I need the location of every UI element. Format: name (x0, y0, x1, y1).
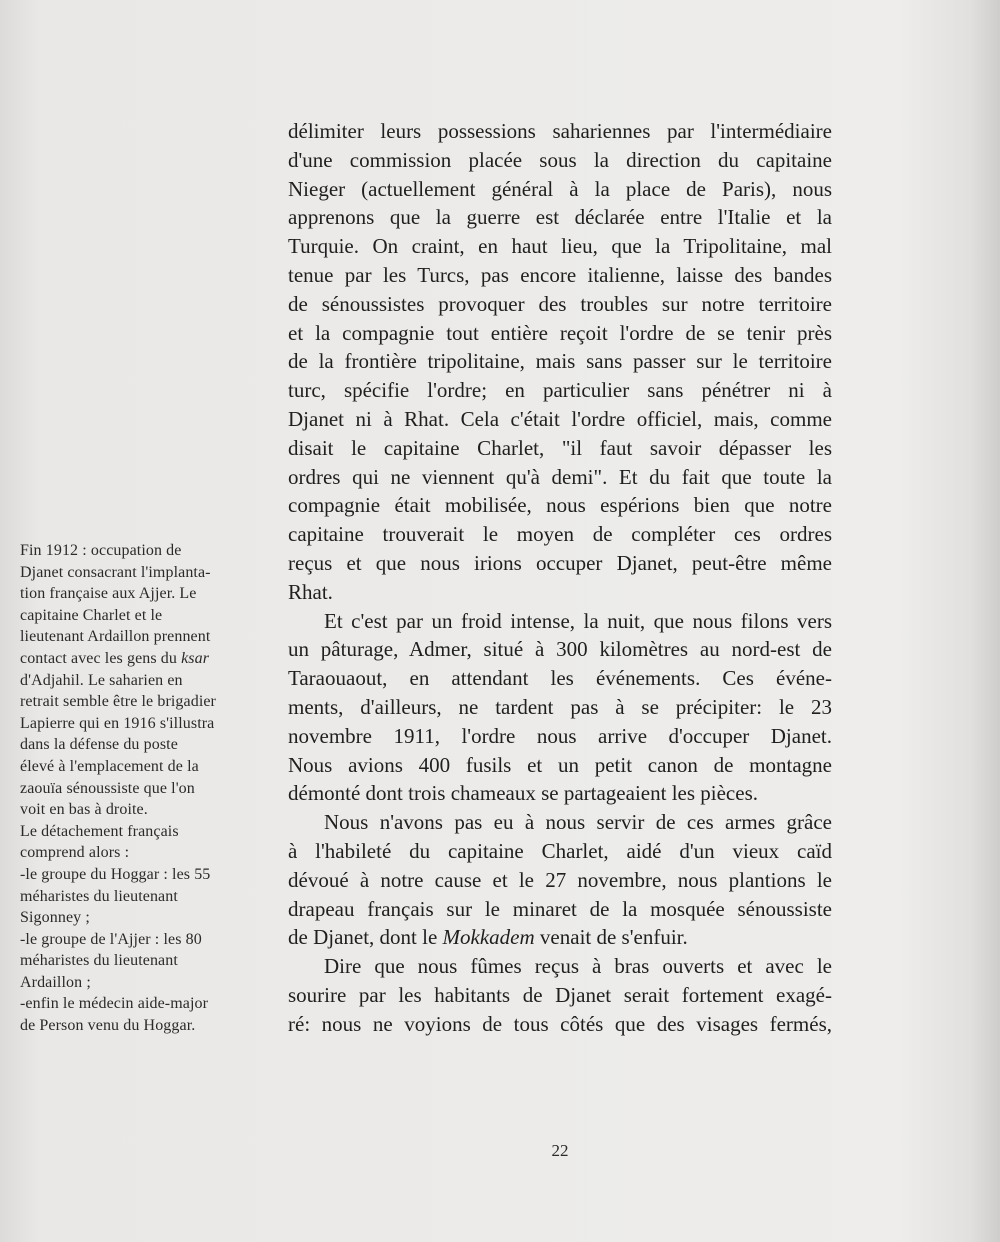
caption-line: dans la défense du poste (20, 736, 178, 754)
text-line: sourire par les habitants de Djanet serait fortement exagé- (288, 982, 832, 1007)
caption-line: capitaine Charlet et le (20, 606, 163, 624)
caption-line (20, 648, 268, 670)
text-fragment: de Djanet, dont le (288, 925, 443, 950)
text-line: Rhat. (288, 579, 333, 604)
text-line: Nieger (actuellement général à la place de Paris), nous (288, 176, 832, 201)
caption-line: de Person venu du Hoggar. (20, 1017, 196, 1035)
text-line: et la compagnie tout entière reçoit l'ordre de se tenir près (288, 320, 832, 345)
text-line: capitaine trouverait le moyen de compléter ces ordres (288, 522, 832, 547)
text-line: reçus et que nous irions occuper Djanet, peut-être même (288, 550, 832, 575)
caption-line: méharistes du lieutenant (20, 952, 178, 970)
text-line: à l'habileté du capitaine Charlet, aidé d'un vieux caïd (288, 838, 832, 863)
caption-text: contact avec les gens du (20, 649, 182, 667)
text-line: Nous avions 400 fusils et un petit canon de montagne (288, 752, 832, 777)
caption-line: voit en bas à droite. (20, 801, 148, 819)
caption-line: -le groupe du Hoggar : les 55 (20, 865, 211, 883)
italic-mokkadem: Mokkadem (442, 925, 535, 950)
caption-line: Le détachement français (20, 822, 179, 840)
caption-line: tion française aux Ajjer. Le (20, 585, 197, 603)
caption-line: -le groupe de l'Ajjer : les 80 (20, 930, 202, 948)
text-line: dévoué à notre cause et le 27 novembre, nous plantions le (288, 867, 832, 892)
caption-line: Djanet consacrant l'implanta- (20, 563, 211, 581)
text-line: tenue par les Turcs, pas encore italienne, laisse des bandes (288, 262, 832, 287)
caption-line: -enfin le médecin aide-major (20, 995, 209, 1013)
page-number: 22 (551, 1141, 569, 1160)
text-line: disait le capitaine Charlet, "il faut savoir dépasser les (288, 435, 832, 460)
text-line: ré: nous ne voyions de tous côtés que des visages fermés, (288, 1011, 832, 1036)
text-line: turc, spécifie l'ordre; en particulier sans pénétrer ni à (288, 378, 832, 403)
text-line: ments, d'ailleurs, ne tardent pas à se précipiter: le 23 (288, 694, 832, 719)
text-line (288, 923, 832, 952)
text-line: Taraouaout, en attendant les événements. Ces événe- (288, 666, 832, 691)
text-line: d'une commission placée sous la direction du capitaine (288, 147, 832, 172)
text-line: apprenons que la guerre est déclarée entre l'Italie et la (288, 205, 832, 230)
text-fragment: venait de s'enfuir. (534, 925, 688, 950)
caption-italic-ksar: ksar (181, 649, 210, 667)
caption-line: zaouïa sénoussiste que l'on (20, 779, 195, 797)
text-line: ordres qui ne viennent qu'à demi". Et du fait que toute la (288, 464, 832, 489)
text-line: délimiter leurs possessions sahariennes par l'intermédiaire (288, 119, 832, 143)
caption-line: lieutenant Ardaillon prennent (20, 628, 211, 646)
caption-line: retrait semble être le brigadier (20, 693, 216, 711)
caption-line: élevé à l'emplacement de la (20, 757, 199, 775)
text-line: Et c'est par un froid intense, la nuit, que nous filons vers (324, 608, 832, 633)
main-text-column (288, 117, 832, 1039)
caption-line: Lapierre qui en 1916 s'illustra (20, 714, 215, 732)
text-line: Nous n'avons pas eu à nous servir de ces armes grâce (324, 810, 832, 835)
text-line: de la frontière tripolitaine, mais sans passer sur le territoire (288, 349, 832, 374)
caption-line: Sigonney ; (20, 909, 90, 927)
text-line: Djanet ni à Rhat. Cela c'était l'ordre officiel, mais, comme (288, 406, 832, 431)
photo-caption (20, 540, 268, 1037)
caption-line: Ardaillon ; (20, 973, 91, 991)
text-line: compagnie était mobilisée, nous espérions bien que notre (288, 493, 832, 518)
text-line: drapeau français sur le minaret de la mosquée sénoussiste (288, 896, 832, 921)
text-line: Turquie. On craint, en haut lieu, que la Tripolitaine, mal (288, 234, 832, 259)
text-line: Dire que nous fûmes reçus à bras ouverts et avec le (324, 954, 832, 979)
caption-line: Fin 1912 : occupation de (20, 542, 182, 559)
text-line: un pâturage, Admer, situé à 300 kilomètres au nord-est de (288, 637, 832, 662)
caption-line: d'Adjahil. Le saharien en (20, 671, 183, 689)
text-line: novembre 1911, l'ordre nous arrive d'occuper Djanet. (288, 723, 832, 748)
text-line: de sénoussistes provoquer des troubles sur notre territoire (288, 291, 832, 316)
caption-line: comprend alors : (20, 844, 130, 862)
text-line: démonté dont trois chameaux se partageaient les pièces. (288, 781, 758, 806)
caption-line: méharistes du lieutenant (20, 887, 178, 905)
